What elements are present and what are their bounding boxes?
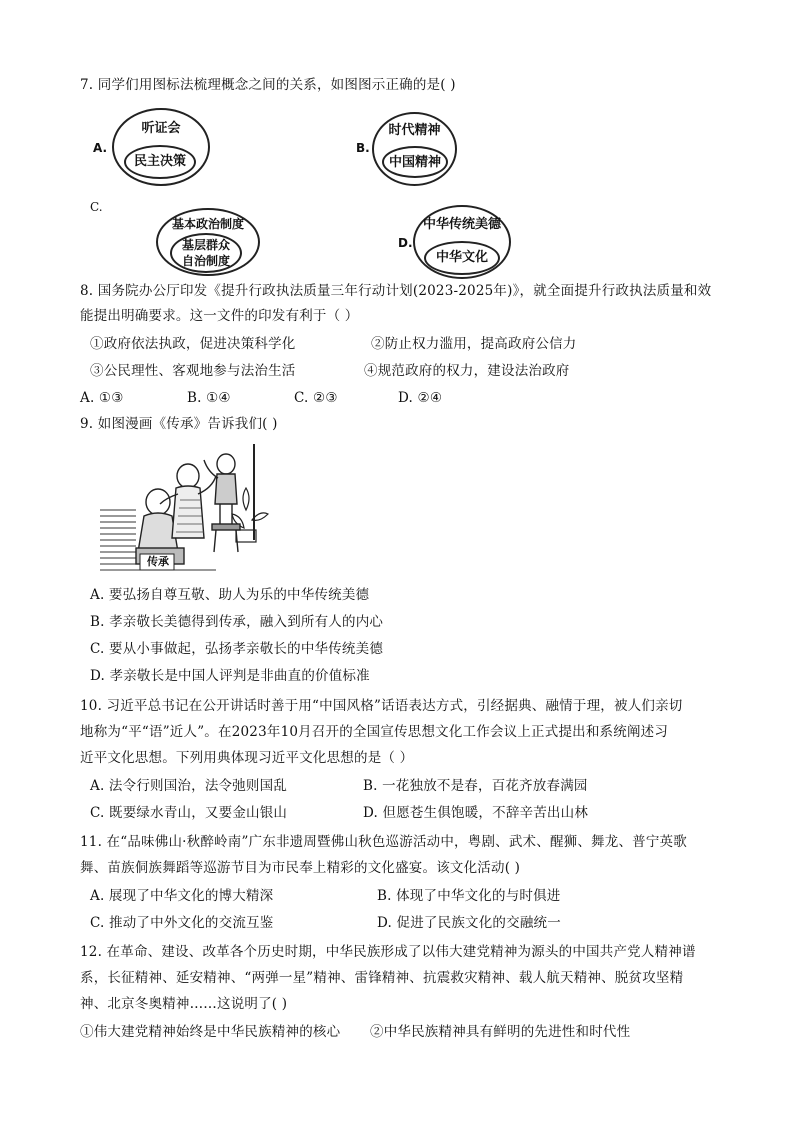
q11-stem-line2: 舞、苗族侗族舞蹈等巡游节目为市民奉上精彩的文化盛宴。该文化活动( ) bbox=[80, 860, 521, 876]
q7-stem: 7. 同学们用图标法梳理概念之间的关系，如图图示正确的是( ) bbox=[80, 77, 456, 93]
q7-option-c-letter: C. bbox=[90, 200, 103, 214]
inner-label: 中国精神 bbox=[388, 155, 441, 170]
q12-stem-line2: 系，长征精神、延安精神、“两弹一星”精神、雷锋精神、抗震救灾精神、载人航天精神、脱贫攻坚精 bbox=[80, 970, 684, 986]
q8-option-a: A. ①③ bbox=[80, 390, 124, 406]
q12-statement-1: ①伟大建党精神始终是中华民族精神的核心 bbox=[80, 1024, 341, 1040]
q10-option-b: B. 一花独放不是春，百花齐放春满园 bbox=[363, 778, 588, 794]
q11-option-a: A. 展现了中华文化的博大精深 bbox=[90, 888, 274, 904]
q8-statement-4: ④规范政府的权力，建设法治政府 bbox=[364, 363, 570, 379]
outer-label: 听证会 bbox=[141, 121, 181, 136]
outer-label: 中华传统美德 bbox=[422, 217, 501, 232]
q10-stem-line3: 近平文化思想。下列用典体现习近平文化思想的是（ ） bbox=[80, 750, 414, 766]
q7-option-b-letter: B. bbox=[356, 141, 370, 155]
q10-stem-line1: 10. 习近平总书记在公开讲话时善于用“中国风格”话语表达方式，引经据典、融情于理，被人们亲切 bbox=[80, 698, 683, 714]
q10-option-c: C. 既要绿水青山，又要金山银山 bbox=[90, 805, 288, 821]
q12-statement-2: ②中华民族精神具有鲜明的先进性和时代性 bbox=[370, 1024, 631, 1040]
q11-option-b: B. 体现了中华文化的与时俱进 bbox=[377, 888, 561, 904]
q9-stem: 9. 如图漫画《传承》告诉我们( ) bbox=[80, 416, 278, 432]
inner-label-line1: 基层群众 bbox=[181, 238, 230, 252]
q8-statement-3: ③公民理性、客观地参与法治生活 bbox=[90, 363, 296, 379]
cartoon-caption: 传承 bbox=[147, 555, 169, 568]
q9-option-d: D. 孝亲敬长是中国人评判是非曲直的价值标准 bbox=[90, 668, 370, 684]
q12-stem-line1: 12. 在革命、建设、改革各个历史时期，中华民族形成了以伟大建党精神为源头的中国共产党人精神谱 bbox=[80, 944, 696, 960]
inner-label-line2: 自治制度 bbox=[181, 254, 230, 268]
q10-option-d: D. 但愿苍生俱饱暖，不辞辛苦出山林 bbox=[363, 805, 589, 821]
cartoon-illustration bbox=[96, 440, 272, 576]
q8-stem-line1: 8. 国务院办公厅印发《提升行政执法质量三年行动计划(2023-2025年)》，就全面提升行政执法质量和效 bbox=[80, 283, 712, 299]
q8-option-b: B. ①④ bbox=[187, 390, 231, 406]
q9-option-c: C. 要从小事做起，弘扬孝亲敬长的中华传统美德 bbox=[90, 641, 384, 657]
q8-stem-line2: 能提出明确要求。这一文件的印发有利于（ ） bbox=[80, 308, 359, 324]
q9-option-a: A. 要弘扬自尊互敬、助人为乐的中华传统美德 bbox=[90, 587, 370, 603]
q8-statement-1: ①政府依法执政，促进决策科学化 bbox=[90, 336, 296, 352]
outer-label: 时代精神 bbox=[388, 123, 441, 138]
inner-label: 民主决策 bbox=[133, 154, 186, 169]
q10-option-a: A. 法令行则国治，法令弛则国乱 bbox=[90, 778, 288, 794]
q11-stem-line1: 11. 在“品味佛山·秋醉岭南”广东非遗周暨佛山秋色巡游活动中，粤剧、武术、醒狮、舞龙、普宁英歌 bbox=[80, 834, 687, 850]
q7-option-a-letter: A. bbox=[93, 141, 108, 155]
outer-label: 基本政治制度 bbox=[171, 217, 244, 231]
q8-option-c: C. ②③ bbox=[294, 390, 338, 406]
q11-option-c: C. 推动了中外文化的交流互鉴 bbox=[90, 915, 274, 931]
inner-label: 中华文化 bbox=[435, 250, 488, 265]
q9-cartoon bbox=[96, 440, 272, 576]
q8-option-d: D. ②④ bbox=[398, 390, 443, 406]
q11-option-d: D. 促进了民族文化的交融统一 bbox=[377, 915, 561, 931]
q7-option-d-letter: D. bbox=[398, 236, 413, 250]
q9-option-b: B. 孝亲敬长美德得到传承，融入到所有人的内心 bbox=[90, 614, 384, 630]
q10-stem-line2: 地称为“平“语”近人”。在2023年10月召开的全国宣传思想文化工作会议上正式提出和系统阐述习 bbox=[80, 724, 669, 740]
q8-statement-2: ②防止权力滥用，提高政府公信力 bbox=[371, 336, 577, 352]
q12-stem-line3: 神、北京冬奥精神……这说明了( ) bbox=[80, 996, 288, 1012]
